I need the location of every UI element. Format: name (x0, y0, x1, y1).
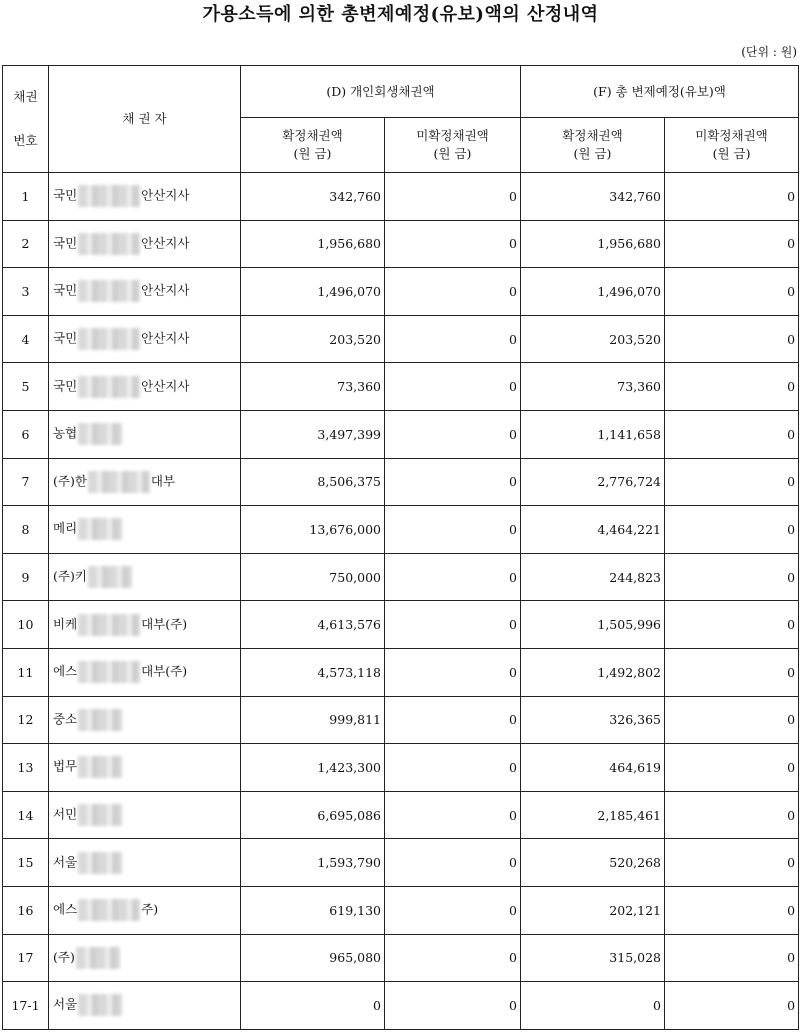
creditor-name-prefix: 서울 (53, 854, 78, 870)
f-unconfirmed-amount: 0 (665, 410, 799, 458)
d-confirmed-amount: 342,760 (241, 173, 385, 221)
f-unconfirmed-amount: 0 (665, 315, 799, 363)
f-confirmed-amount: 520,268 (521, 839, 665, 887)
creditor-name (49, 934, 241, 982)
f-unconfirmed-amount: 0 (665, 363, 799, 411)
creditor-name (49, 458, 241, 506)
d-unconfirmed-amount: 0 (385, 458, 521, 506)
d-confirmed-amount: 1,956,680 (241, 220, 385, 268)
creditor-number: 12 (3, 696, 49, 744)
d-unconfirmed-amount: 0 (385, 982, 521, 1030)
redaction-mask (88, 471, 150, 493)
creditor-number: 6 (3, 410, 49, 458)
f-unconfirmed-amount: 0 (665, 553, 799, 601)
d-confirmed-amount: 965,080 (241, 934, 385, 982)
creditor-number: 5 (3, 363, 49, 411)
redaction-mask (78, 614, 140, 636)
header-f-unconfirmed-principal: (원 금) (712, 146, 751, 161)
d-unconfirmed-amount: 0 (385, 934, 521, 982)
table-row (3, 410, 799, 458)
header-d-confirmed-principal: (원 금) (293, 146, 332, 161)
header-no-line2: 번호 (13, 133, 38, 148)
redaction-mask (76, 947, 120, 969)
header-no-line1: 채권 (13, 89, 38, 104)
f-unconfirmed-amount: 0 (665, 173, 799, 221)
creditor-name-prefix: 비케 (53, 616, 78, 632)
creditor-name-prefix: 국민 (53, 330, 78, 346)
creditor-name (49, 553, 241, 601)
table-row (3, 744, 799, 792)
creditor-name-suffix: 대부 (150, 473, 176, 489)
d-confirmed-amount: 13,676,000 (241, 506, 385, 554)
redaction-mask (78, 185, 140, 207)
header-creditor-number (3, 66, 49, 173)
f-unconfirmed-amount: 0 (665, 886, 799, 934)
d-confirmed-amount: 750,000 (241, 553, 385, 601)
d-confirmed-amount: 0 (241, 982, 385, 1030)
d-confirmed-amount: 4,573,118 (241, 648, 385, 696)
creditor-name (49, 601, 241, 649)
creditor-name (49, 982, 241, 1030)
f-confirmed-amount: 1,496,070 (521, 268, 665, 316)
creditor-name (49, 696, 241, 744)
creditor-number: 17 (3, 934, 49, 982)
redaction-mask (78, 994, 122, 1016)
creditor-name (49, 220, 241, 268)
creditor-number: 8 (3, 506, 49, 554)
d-unconfirmed-amount: 0 (385, 315, 521, 363)
document-title: 가용소득에 의한 총변제예정(유보)액의 산정내역 (202, 4, 599, 25)
redaction-mask (78, 852, 122, 874)
creditor-name (49, 886, 241, 934)
header-f-unconfirmed (665, 118, 799, 173)
d-unconfirmed-amount: 0 (385, 268, 521, 316)
creditor-name (49, 173, 241, 221)
creditor-number: 16 (3, 886, 49, 934)
f-confirmed-amount: 244,823 (521, 553, 665, 601)
f-confirmed-amount: 315,028 (521, 934, 665, 982)
d-unconfirmed-amount: 0 (385, 696, 521, 744)
creditor-name-prefix: 국민 (53, 187, 78, 203)
f-confirmed-amount: 1,141,658 (521, 410, 665, 458)
d-unconfirmed-amount: 0 (385, 363, 521, 411)
creditor-name (49, 839, 241, 887)
creditor-name-suffix: 안산지사 (141, 235, 190, 251)
d-unconfirmed-amount: 0 (385, 506, 521, 554)
creditor-name (49, 506, 241, 554)
creditor-name-suffix: 안산지사 (141, 330, 190, 346)
d-confirmed-amount: 3,497,399 (241, 410, 385, 458)
creditor-name-suffix: 대부(주) (141, 663, 188, 679)
creditor-number: 3 (3, 268, 49, 316)
creditor-number: 13 (3, 744, 49, 792)
redaction-mask (88, 566, 132, 588)
f-confirmed-amount: 464,619 (521, 744, 665, 792)
creditor-name (49, 791, 241, 839)
d-unconfirmed-amount: 0 (385, 410, 521, 458)
header-d-unconfirmed-label: 미확정채권액 (416, 128, 489, 143)
creditor-name-suffix: 주) (141, 901, 159, 917)
f-confirmed-amount: 342,760 (521, 173, 665, 221)
creditor-name-prefix: 메리 (53, 520, 78, 536)
creditor-name-suffix: 안산지사 (141, 378, 190, 394)
f-confirmed-amount: 202,121 (521, 886, 665, 934)
f-confirmed-amount: 203,520 (521, 315, 665, 363)
d-unconfirmed-amount: 0 (385, 553, 521, 601)
creditor-name-prefix: 서민 (53, 806, 78, 822)
table-row (3, 601, 799, 649)
f-confirmed-amount: 4,464,221 (521, 506, 665, 554)
table-row (3, 220, 799, 268)
f-unconfirmed-amount: 0 (665, 268, 799, 316)
redaction-mask (78, 756, 122, 778)
f-confirmed-amount: 326,365 (521, 696, 665, 744)
header-f-confirmed-principal: (원 금) (573, 146, 612, 161)
d-unconfirmed-amount: 0 (385, 220, 521, 268)
d-unconfirmed-amount: 0 (385, 601, 521, 649)
creditor-number: 14 (3, 791, 49, 839)
table-row (3, 696, 799, 744)
f-unconfirmed-amount: 0 (665, 934, 799, 982)
redaction-mask (78, 899, 140, 921)
creditor-number: 15 (3, 839, 49, 887)
creditor-name-prefix: 에스 (53, 663, 78, 679)
redaction-mask (78, 423, 122, 445)
redaction-mask (78, 280, 140, 302)
f-unconfirmed-amount: 0 (665, 982, 799, 1030)
f-unconfirmed-amount: 0 (665, 458, 799, 506)
header-f-confirmed-label: 확정채권액 (562, 128, 623, 143)
table-row (3, 315, 799, 363)
d-confirmed-amount: 999,811 (241, 696, 385, 744)
d-unconfirmed-amount: 0 (385, 173, 521, 221)
header-d-unconfirmed-principal: (원 금) (433, 146, 472, 161)
table-row (3, 886, 799, 934)
f-confirmed-amount: 2,776,724 (521, 458, 665, 506)
creditor-name-suffix: 안산지사 (141, 282, 190, 298)
header-group-f: (F) 총 변제예정(유보)액 (521, 66, 799, 118)
table-row (3, 839, 799, 887)
table-row (3, 791, 799, 839)
d-unconfirmed-amount: 0 (385, 839, 521, 887)
creditor-number: 9 (3, 553, 49, 601)
d-confirmed-amount: 1,423,300 (241, 744, 385, 792)
table-row (3, 648, 799, 696)
creditor-name-prefix: 농협 (53, 425, 78, 441)
header-f-unconfirmed-label: 미확정채권액 (695, 128, 768, 143)
redaction-mask (78, 804, 122, 826)
f-confirmed-amount: 73,360 (521, 363, 665, 411)
creditor-name-prefix: 서울 (53, 996, 78, 1012)
f-unconfirmed-amount: 0 (665, 601, 799, 649)
f-unconfirmed-amount: 0 (665, 839, 799, 887)
d-unconfirmed-amount: 0 (385, 791, 521, 839)
f-confirmed-amount: 1,956,680 (521, 220, 665, 268)
f-confirmed-amount: 0 (521, 982, 665, 1030)
f-unconfirmed-amount: 0 (665, 696, 799, 744)
creditor-name-prefix: 법무 (53, 758, 78, 774)
creditor-name-prefix: (주)한 (53, 473, 87, 489)
creditor-name-prefix: 국민 (53, 378, 78, 394)
d-confirmed-amount: 4,613,576 (241, 601, 385, 649)
creditor-name-suffix: 대부(주) (141, 616, 188, 632)
d-unconfirmed-amount: 0 (385, 744, 521, 792)
unit-label: (단위 : 원) (741, 45, 797, 59)
header-d-confirmed (241, 118, 385, 173)
redaction-mask (78, 661, 140, 683)
creditor-number: 1 (3, 173, 49, 221)
f-confirmed-amount: 1,492,802 (521, 648, 665, 696)
f-unconfirmed-amount: 0 (665, 744, 799, 792)
f-confirmed-amount: 2,185,461 (521, 791, 665, 839)
table-row (3, 934, 799, 982)
redaction-mask (78, 328, 140, 350)
header-f-confirmed (521, 118, 665, 173)
repayment-table (2, 65, 799, 1030)
creditor-name (49, 363, 241, 411)
d-confirmed-amount: 203,520 (241, 315, 385, 363)
creditor-name-suffix: 안산지사 (141, 187, 190, 203)
f-unconfirmed-amount: 0 (665, 648, 799, 696)
creditor-number: 11 (3, 648, 49, 696)
header-d-unconfirmed (385, 118, 521, 173)
d-confirmed-amount: 6,695,086 (241, 791, 385, 839)
creditor-name (49, 648, 241, 696)
creditor-name (49, 268, 241, 316)
f-unconfirmed-amount: 0 (665, 506, 799, 554)
table-row (3, 268, 799, 316)
creditor-name-prefix: 국민 (53, 235, 78, 251)
d-confirmed-amount: 1,496,070 (241, 268, 385, 316)
table-row (3, 553, 799, 601)
d-confirmed-amount: 1,593,790 (241, 839, 385, 887)
header-group-d: (D) 개인회생채권액 (241, 66, 521, 118)
table-row (3, 506, 799, 554)
redaction-mask (78, 518, 122, 540)
header-creditor: 채 권 자 (49, 66, 241, 173)
creditor-name-prefix: 에스 (53, 901, 78, 917)
table-row (3, 173, 799, 221)
creditor-name-prefix: (주)키 (53, 568, 87, 584)
f-confirmed-amount: 1,505,996 (521, 601, 665, 649)
redaction-mask (78, 233, 140, 255)
header-d-confirmed-label: 확정채권액 (282, 128, 343, 143)
creditor-number: 10 (3, 601, 49, 649)
creditor-number: 7 (3, 458, 49, 506)
table-row (3, 982, 799, 1030)
creditor-number: 17-1 (3, 982, 49, 1030)
table-body (3, 173, 799, 1030)
creditor-name (49, 744, 241, 792)
creditor-number: 4 (3, 315, 49, 363)
table-row (3, 458, 799, 506)
d-confirmed-amount: 619,130 (241, 886, 385, 934)
creditor-name (49, 410, 241, 458)
f-unconfirmed-amount: 0 (665, 791, 799, 839)
redaction-mask (78, 376, 140, 398)
d-unconfirmed-amount: 0 (385, 886, 521, 934)
creditor-name (49, 315, 241, 363)
redaction-mask (78, 709, 122, 731)
d-unconfirmed-amount: 0 (385, 648, 521, 696)
creditor-name-prefix: (주) (53, 949, 75, 965)
d-confirmed-amount: 8,506,375 (241, 458, 385, 506)
creditor-number: 2 (3, 220, 49, 268)
f-unconfirmed-amount: 0 (665, 220, 799, 268)
creditor-name-prefix: 국민 (53, 282, 78, 298)
creditor-name-prefix: 중소 (53, 711, 78, 727)
d-confirmed-amount: 73,360 (241, 363, 385, 411)
table-row (3, 363, 799, 411)
